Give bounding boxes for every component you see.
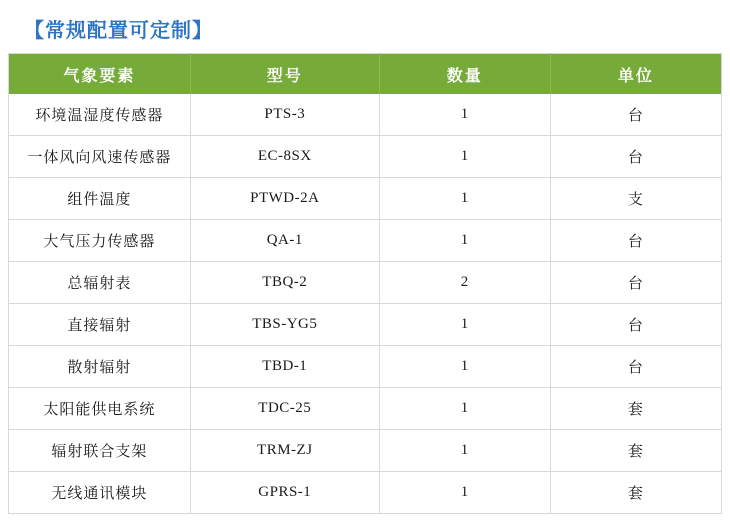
table-header <box>9 54 722 95</box>
cell-model: TDC-25 <box>190 388 379 430</box>
cell-model: TBD-1 <box>190 346 379 388</box>
cell-unit: 台 <box>550 136 721 178</box>
cell-unit: 套 <box>550 430 721 472</box>
table-row <box>9 220 722 262</box>
cell-model: PTWD-2A <box>190 178 379 220</box>
table-row <box>9 94 722 136</box>
cell-model: QA-1 <box>190 220 379 262</box>
cell-quantity: 1 <box>379 178 550 220</box>
column-header-quantity: 数量 <box>379 54 550 95</box>
cell-quantity: 1 <box>379 472 550 514</box>
cell-unit: 支 <box>550 178 721 220</box>
cell-quantity: 1 <box>379 346 550 388</box>
cell-quantity: 1 <box>379 136 550 178</box>
cell-model: EC-8SX <box>190 136 379 178</box>
cell-element-name: 环境温湿度传感器 <box>9 94 191 136</box>
cell-model: PTS-3 <box>190 94 379 136</box>
cell-element-name: 总辐射表 <box>9 262 191 304</box>
configuration-table <box>8 53 722 514</box>
table-header-row <box>9 54 722 95</box>
cell-quantity: 2 <box>379 262 550 304</box>
table-row <box>9 346 722 388</box>
cell-quantity: 1 <box>379 430 550 472</box>
cell-element-name: 太阳能供电系统 <box>9 388 191 430</box>
cell-quantity: 1 <box>379 94 550 136</box>
cell-element-name: 直接辐射 <box>9 304 191 346</box>
cell-element-name: 组件温度 <box>9 178 191 220</box>
table-row <box>9 136 722 178</box>
cell-unit: 台 <box>550 220 721 262</box>
cell-unit: 台 <box>550 94 721 136</box>
cell-unit: 套 <box>550 472 721 514</box>
table-row <box>9 430 722 472</box>
page-title: 【常规配置可定制】 <box>24 20 213 42</box>
cell-unit: 台 <box>550 304 721 346</box>
cell-quantity: 1 <box>379 220 550 262</box>
cell-unit: 台 <box>550 346 721 388</box>
column-header-unit: 单位 <box>550 54 721 95</box>
cell-quantity: 1 <box>379 388 550 430</box>
cell-unit: 台 <box>550 262 721 304</box>
table-row <box>9 472 722 514</box>
cell-element-name: 散射辐射 <box>9 346 191 388</box>
table-body <box>9 94 722 514</box>
cell-element-name: 一体风向风速传感器 <box>9 136 191 178</box>
column-header-model: 型号 <box>190 54 379 95</box>
cell-element-name: 辐射联合支架 <box>9 430 191 472</box>
cell-element-name: 无线通讯模块 <box>9 472 191 514</box>
cell-model: GPRS-1 <box>190 472 379 514</box>
cell-model: TBS-YG5 <box>190 304 379 346</box>
cell-unit: 套 <box>550 388 721 430</box>
table-row <box>9 304 722 346</box>
column-header-element: 气象要素 <box>9 54 191 95</box>
cell-model: TRM-ZJ <box>190 430 379 472</box>
table-row <box>9 262 722 304</box>
cell-element-name: 大气压力传感器 <box>9 220 191 262</box>
cell-model: TBQ-2 <box>190 262 379 304</box>
cell-quantity: 1 <box>379 304 550 346</box>
table-row <box>9 178 722 220</box>
table-row <box>9 388 722 430</box>
